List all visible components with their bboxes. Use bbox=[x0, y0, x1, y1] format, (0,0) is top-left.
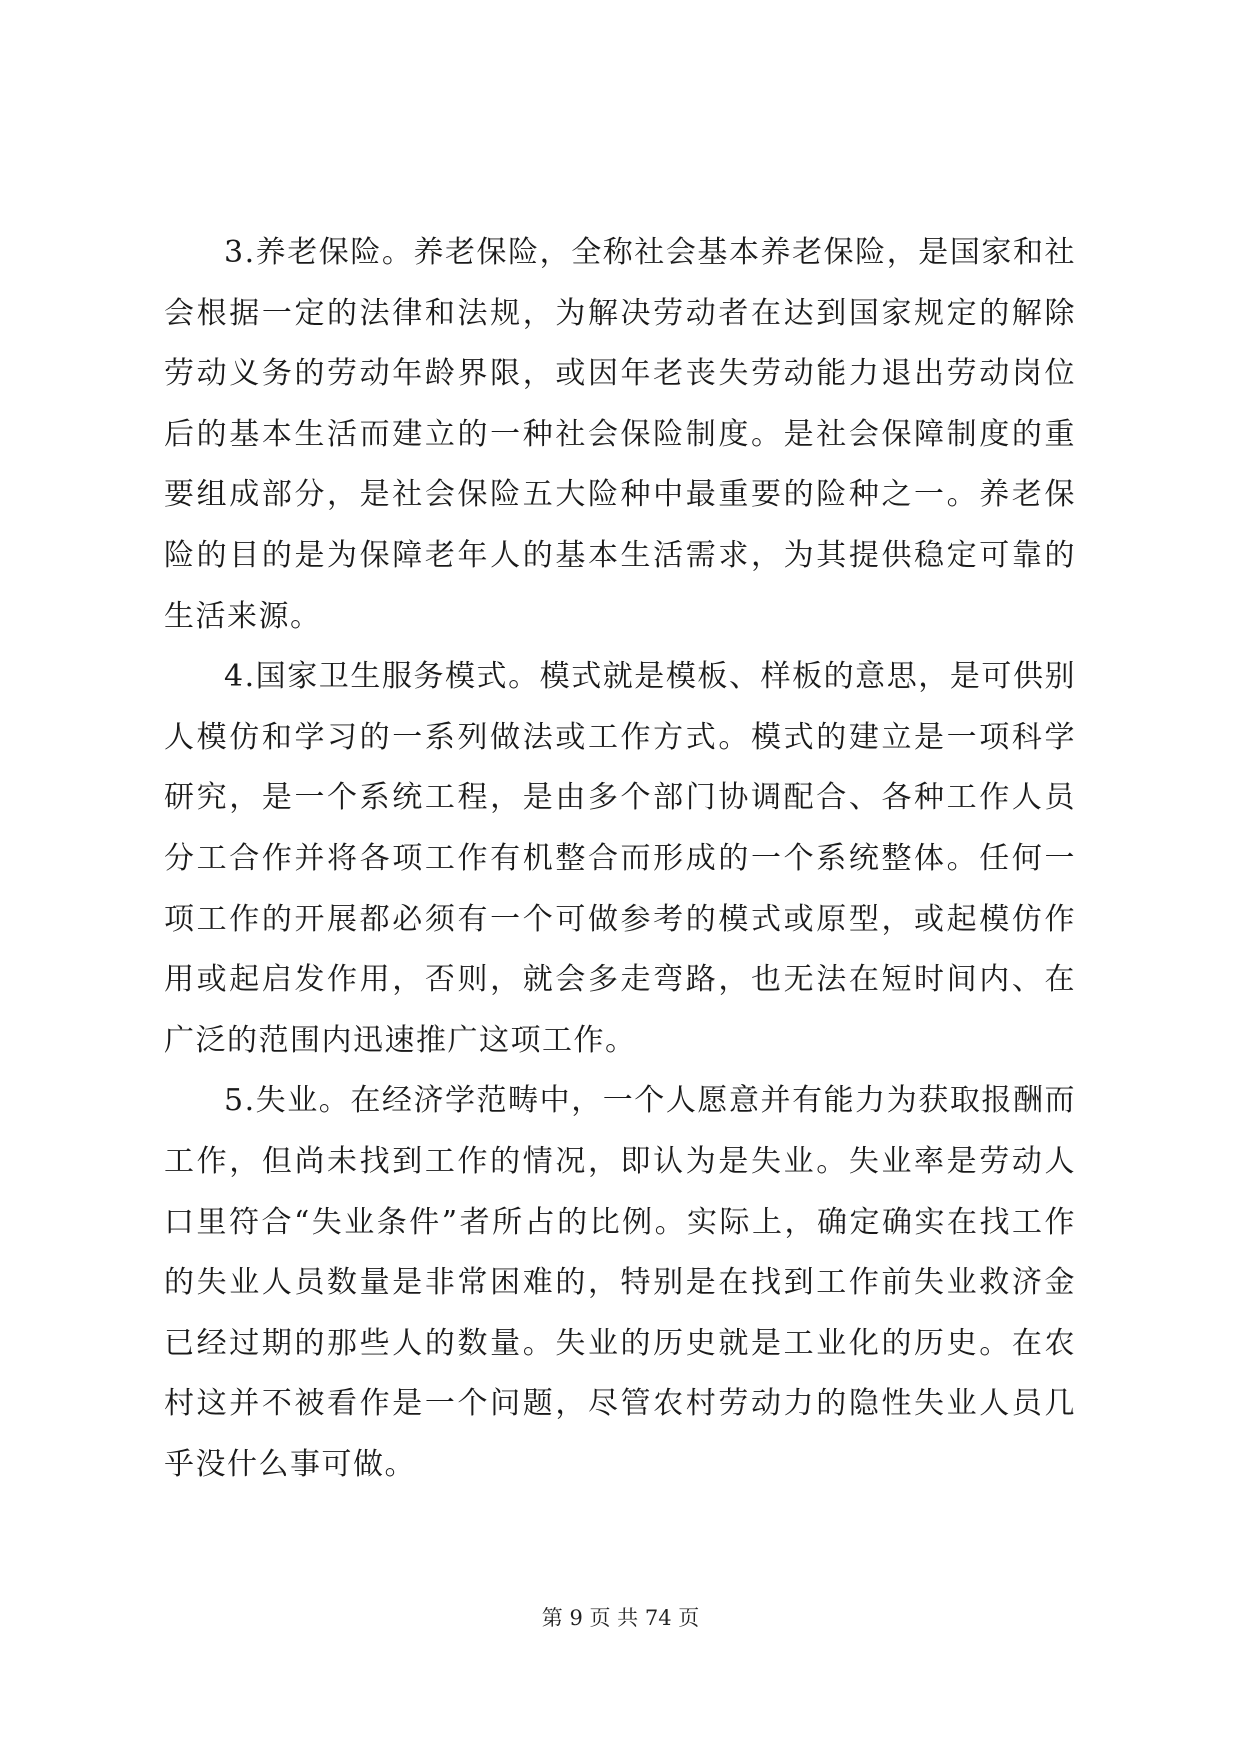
paragraph-health-service-model: 4.国家卫生服务模式。模式就是模板、样板的意思，是可供别人模仿和学习的一系列做法或工作方式。模式的建立是一项科学研究，是一个系统工程，是由多个部门协调配合、各种工作人员分工合作并将各项工作有机整合而形成的一个系统整体。任何一项工作的开展都必须有一个可做参考的模式或原型，或起模仿作用或起启发作用，否则，就会多走弯路，也无法在短时间内、在广泛的范围内迅速推广这项工作。 bbox=[164, 659, 1076, 1058]
page-number-footer: 第 9 页 共 74 页 bbox=[541, 1606, 700, 1630]
paragraph-pension-insurance: 3.养老保险。养老保险，全称社会基本养老保险，是国家和社会根据一定的法律和法规，为解决劳动者在达到国家规定的解除劳动义务的劳动年龄界限，或因年老丧失劳动能力退出劳动岗位后的基本生活而建立的一种社会保险制度。是社会保障制度的重要组成部分，是社会保险五大险种中最重要的险种之一。养老保险的目的是为保障老年人的基本生活需求，为其提供稳定可靠的生活来源。 bbox=[164, 235, 1076, 634]
body-text bbox=[164, 223, 1076, 1495]
paragraph-unemployment: 5.失业。在经济学范畴中，一个人愿意并有能力为获取报酬而工作，但尚未找到工作的情况，即认为是失业。失业率是劳动人口里符合“失业条件”者所占的比例。实际上，确定确实在找工作的失业人员数量是非常困难的，特别是在找到工作前失业救济金已经过期的那些人的数量。失业的历史就是工业化的历史。在农村这并不被看作是一个问题，尽管农村劳动力的隐性失业人员几乎没什么事可做。 bbox=[164, 1083, 1076, 1482]
